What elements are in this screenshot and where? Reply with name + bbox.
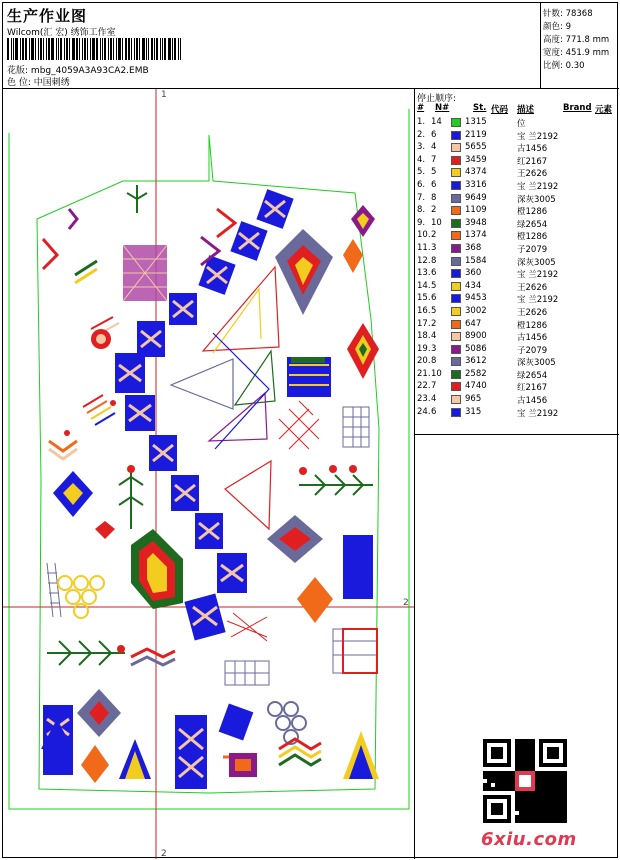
- row-description: 子2079: [517, 244, 548, 255]
- thread-row: [417, 117, 617, 130]
- row-needle: 10: [431, 217, 442, 228]
- row-needle: 4: [431, 394, 437, 405]
- row-needle: 6: [431, 129, 437, 140]
- red-flower: [91, 329, 111, 349]
- row-index: 4.: [417, 154, 426, 165]
- row-stitches: 647: [465, 318, 482, 329]
- thread-row: [417, 130, 617, 143]
- row-stitches: 1584: [465, 255, 487, 266]
- row-needle: 8: [431, 356, 437, 367]
- row-needle: 5: [431, 167, 437, 178]
- thread-row: [417, 356, 617, 369]
- row-stitches: 3002: [465, 305, 487, 316]
- row-index: 10.: [417, 230, 431, 241]
- row-color-swatch: [451, 206, 461, 215]
- row-needle: 3: [431, 242, 437, 253]
- barcode: [7, 38, 237, 60]
- row-needle: 6: [431, 293, 437, 304]
- thread-row: [417, 394, 617, 407]
- row-index: 3.: [417, 142, 426, 153]
- thread-row: [417, 369, 617, 382]
- row-index: 9.: [417, 217, 426, 228]
- row-description: 王2626: [517, 307, 548, 318]
- row-description: 深灰3005: [517, 257, 556, 268]
- row-color-swatch: [451, 357, 461, 366]
- thread-row: [417, 319, 617, 332]
- row-description: 王2626: [517, 169, 548, 180]
- row-index: 13.: [417, 268, 431, 279]
- row-color-swatch: [451, 194, 461, 203]
- row-description: 宝 兰2192: [517, 270, 559, 281]
- yellow-loops: [58, 576, 104, 618]
- row-index: 12.: [417, 255, 431, 266]
- row-needle: 10: [431, 368, 442, 379]
- row-description: 古1456: [517, 396, 548, 407]
- row-color-swatch: [451, 332, 461, 341]
- row-needle: 6: [431, 179, 437, 190]
- row-stitches: 1315: [465, 117, 487, 127]
- row-description: 宝 兰2192: [517, 181, 559, 192]
- row-index: 24.: [417, 406, 431, 417]
- row-color-swatch: [451, 143, 461, 152]
- row-stitches: 360: [465, 268, 482, 279]
- row-stitches: 965: [465, 394, 482, 405]
- row-color-swatch: [451, 118, 461, 127]
- row-color-swatch: [451, 269, 461, 278]
- col-desc: 描述: [517, 105, 535, 115]
- stat-height: 高度: 771.8 mm: [543, 35, 610, 45]
- row-color-swatch: [451, 282, 461, 291]
- row-color-swatch: [451, 370, 461, 379]
- col-element: 元素: [595, 105, 613, 115]
- studio-name: Wilcom(汇 宏) 绣饰工作室: [7, 28, 116, 38]
- row-stitches: 9453: [465, 293, 487, 304]
- row-index: 16.: [417, 305, 431, 316]
- row-stitches: 9649: [465, 192, 487, 203]
- red-loom: [343, 629, 377, 673]
- chevron-diamond: [131, 529, 183, 609]
- file-name: mbg_4059A3A93CA2.EMB: [30, 66, 149, 76]
- row-stitches: 315: [465, 406, 482, 417]
- row-stitches: 434: [465, 280, 482, 291]
- row-description: 橙1286: [517, 320, 548, 331]
- row-index: 5.: [417, 167, 426, 178]
- row-description: 绿2654: [517, 219, 548, 230]
- row-needle: 6: [431, 268, 437, 279]
- axis-label-bottom: 2: [161, 849, 167, 859]
- row-needle: 5: [431, 305, 437, 316]
- stop-sequence-panel: [415, 89, 619, 435]
- row-stitches: 3316: [465, 179, 487, 190]
- thread-row: [417, 331, 617, 344]
- stat-stitches: 针数: 78368: [543, 9, 593, 19]
- axis-label-top: 1: [161, 90, 167, 100]
- row-color-swatch: [451, 320, 461, 329]
- design-preview: [3, 89, 415, 859]
- col-n: N#: [435, 103, 450, 113]
- row-color-swatch: [451, 131, 461, 140]
- stop-sequence-header: [417, 103, 617, 115]
- row-index: 18.: [417, 331, 431, 342]
- row-description: 位: [517, 119, 526, 129]
- row-color-swatch: [451, 294, 461, 303]
- watermark-logo: 6xiu.com: [481, 829, 577, 850]
- thread-row: [417, 167, 617, 180]
- row-stitches: 1109: [465, 205, 487, 216]
- row-needle: 7: [431, 381, 437, 392]
- thread-row: [417, 381, 617, 394]
- row-stitches: 368: [465, 242, 482, 253]
- row-index: 1.: [417, 117, 426, 127]
- design-outline: [9, 109, 409, 809]
- thread-row: [417, 407, 617, 420]
- row-color-swatch: [451, 231, 461, 240]
- thread-row: [417, 230, 617, 243]
- header-info: [3, 3, 541, 89]
- axis-label-right: 2: [403, 598, 409, 608]
- row-description: 子2079: [517, 345, 548, 356]
- row-index: 14.: [417, 280, 431, 291]
- row-color-swatch: [451, 257, 461, 266]
- stat-scale: 比例: 0.30: [543, 61, 585, 71]
- thread-row: [417, 243, 617, 256]
- thread-row: [417, 155, 617, 168]
- row-needle: 4: [431, 331, 437, 342]
- thread-list: [417, 117, 617, 419]
- col-index: #: [417, 103, 425, 113]
- thread-row: [417, 205, 617, 218]
- row-description: 宝 兰2192: [517, 408, 559, 419]
- row-description: 橙1286: [517, 207, 548, 218]
- row-needle: 8: [431, 192, 437, 203]
- stat-width: 宽度: 451.9 mm: [543, 48, 610, 58]
- stop-sequence-title: 停止顺序:: [417, 94, 457, 104]
- row-index: 2.: [417, 129, 426, 140]
- row-needle: 2: [431, 318, 437, 329]
- row-description: 深灰3005: [517, 358, 556, 369]
- row-stitches: 5655: [465, 142, 487, 153]
- row-description: 绿2654: [517, 370, 548, 381]
- row-index: 20.: [417, 356, 431, 367]
- color-value: 中国刺绣: [33, 78, 70, 88]
- row-description: 橙1286: [517, 232, 548, 243]
- row-stitches: 3459: [465, 154, 487, 165]
- thread-row: [417, 256, 617, 269]
- fabric-outline: [37, 135, 379, 793]
- row-index: 11.: [417, 242, 431, 253]
- row-color-swatch: [451, 307, 461, 316]
- row-stitches: 3612: [465, 356, 487, 367]
- row-color-swatch: [451, 181, 461, 190]
- row-index: 21.: [417, 368, 431, 379]
- thread-row: [417, 142, 617, 155]
- row-color-swatch: [451, 395, 461, 404]
- row-description: 王2626: [517, 282, 548, 293]
- production-sheet: [2, 2, 618, 858]
- row-stitches: 2582: [465, 368, 487, 379]
- col-stitches: St.: [473, 103, 487, 113]
- qr-code: [483, 739, 567, 823]
- row-index: 6.: [417, 179, 426, 190]
- row-stitches: 2119: [465, 129, 487, 140]
- row-color-swatch: [451, 244, 461, 253]
- row-stitches: 3948: [465, 217, 487, 228]
- thread-row: [417, 293, 617, 306]
- thread-row: [417, 193, 617, 206]
- row-index: 22.: [417, 381, 431, 392]
- row-needle: 2: [431, 205, 437, 216]
- row-description: 红2167: [517, 383, 548, 394]
- col-brand: Brand: [563, 103, 592, 113]
- row-index: 15.: [417, 293, 431, 304]
- thread-row: [417, 344, 617, 357]
- thread-row: [417, 268, 617, 281]
- row-color-swatch: [451, 382, 461, 391]
- row-color-swatch: [451, 156, 461, 165]
- row-stitches: 4740: [465, 381, 487, 392]
- row-index: 23.: [417, 394, 431, 405]
- row-needle: 2: [431, 230, 437, 241]
- thread-row: [417, 180, 617, 193]
- row-needle: 3: [431, 343, 437, 354]
- color-label: 色 位:: [7, 78, 31, 88]
- thread-row: [417, 218, 617, 231]
- row-color-swatch: [451, 168, 461, 177]
- row-needle: 7: [431, 154, 437, 165]
- sheet-title: 生产作业图: [7, 7, 88, 25]
- row-color-swatch: [451, 345, 461, 354]
- stat-colors: 颜色: 9: [543, 22, 571, 32]
- row-stitches: 5086: [465, 343, 487, 354]
- row-index: 19.: [417, 343, 431, 354]
- row-needle: 14: [431, 117, 442, 127]
- thread-row: [417, 306, 617, 319]
- design-canvas[interactable]: [3, 89, 415, 859]
- row-needle: 4: [431, 142, 437, 153]
- row-index: 8.: [417, 205, 426, 216]
- row-index: 7.: [417, 192, 426, 203]
- row-needle: 5: [431, 280, 437, 291]
- diamond-motifs: [53, 205, 379, 783]
- row-needle: 6: [431, 406, 437, 417]
- stats-box: [541, 3, 619, 89]
- row-stitches: 1374: [465, 230, 487, 241]
- col-code: 代码: [491, 105, 509, 115]
- row-description: 深灰3005: [517, 194, 556, 205]
- row-stitches: 8900: [465, 331, 487, 342]
- thread-row: [417, 281, 617, 294]
- row-needle: 8: [431, 255, 437, 266]
- row-color-swatch: [451, 219, 461, 228]
- file-label: 花版:: [7, 66, 29, 76]
- row-description: 宝 兰2192: [517, 131, 559, 142]
- color-line: [7, 75, 70, 88]
- row-stitches: 4374: [465, 167, 487, 178]
- row-description: 红2167: [517, 156, 548, 167]
- row-description: 宝 兰2192: [517, 295, 559, 306]
- row-color-swatch: [451, 408, 461, 417]
- row-description: 古1456: [517, 144, 548, 155]
- row-index: 17.: [417, 318, 431, 329]
- row-description: 古1456: [517, 333, 548, 344]
- grey-loops: [268, 702, 306, 744]
